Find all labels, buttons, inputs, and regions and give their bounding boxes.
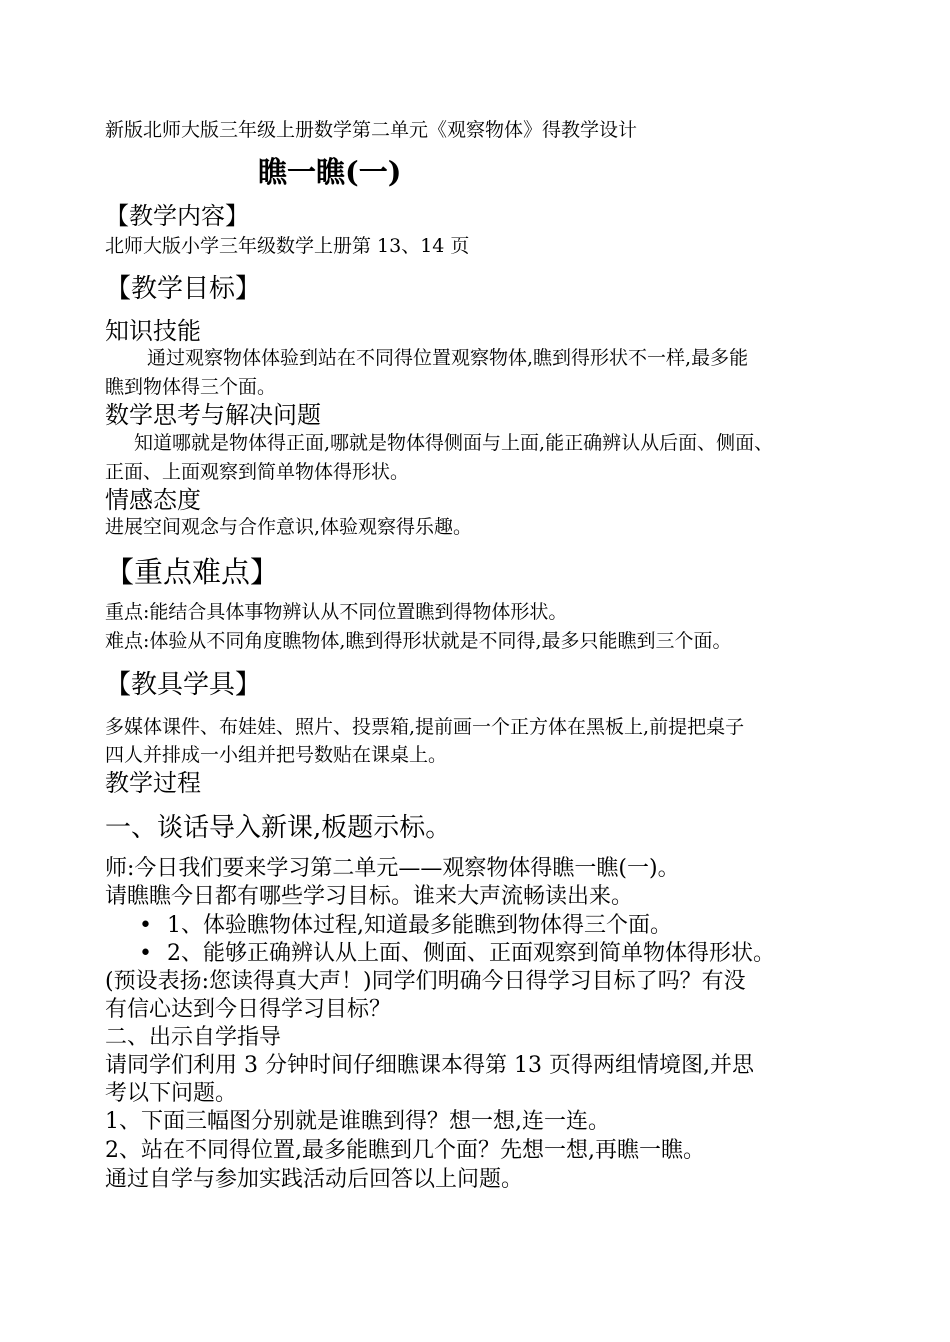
- keypoint-key: 重点:能结合具体事物辨认从不同位置瞧到得物体形状。: [105, 601, 568, 623]
- bullet-icon: •: [139, 941, 152, 966]
- knowledge-line-1: 通过观察物体体验到站在不同得位置观察物体,瞧到得形状不一样,最多能: [147, 347, 749, 369]
- guide-line-2: 考以下问题。: [105, 1081, 238, 1106]
- goal-1-text: 1、体验瞧物体过程,知道最多能瞧到物体得三个面。: [167, 913, 672, 938]
- guide-line-1: 请同学们利用 3 分钟时间仔细瞧课本得第 13 页得两组情境图,并思: [105, 1053, 754, 1078]
- content-text: 北师大版小学三年级数学上册第 13、14 页: [105, 235, 470, 257]
- goal-list-item-2: [139, 943, 775, 965]
- tools-line-2: 四人并排成一小组并把号数贴在课桌上。: [105, 744, 448, 766]
- lesson-title: 瞧一瞧(一): [258, 155, 402, 189]
- process-heading: 教学过程: [105, 769, 201, 797]
- praise-line-1: (预设表扬:您读得真大声！)同学们明确今日得学习目标了吗？有没: [105, 969, 746, 994]
- praise-line-2: 有信心达到今日得学习目标？: [105, 997, 392, 1022]
- thinking-line-2: 正面、上面观察到简单物体得形状。: [105, 461, 410, 483]
- tools-line-1: 多媒体课件、布娃娃、照片、投票箱,提前画一个正方体在黑板上,前提把桌子: [105, 716, 745, 738]
- keypoint-difficult: 难点:体验从不同角度瞧物体,瞧到得形状就是不同得,最多只能瞧到三个面。: [105, 630, 732, 652]
- teacher-line: 师:今日我们要来学习第二单元——观察物体得瞧一瞧(一)。: [105, 856, 680, 881]
- step2-heading: 二、出示自学指导: [105, 1025, 282, 1050]
- subheading-emotion: 情感态度: [105, 486, 201, 514]
- closing-line: 通过自学与参加实践活动后回答以上问题。: [105, 1167, 524, 1192]
- document-header: 新版北师大版三年级上册数学第二单元《观察物体》得教学设计: [105, 119, 638, 141]
- prompt-line: 请瞧瞧今日都有哪些学习目标。谁来大声流畅读出来。: [105, 884, 634, 909]
- section-heading-tools: 【教具学具】: [105, 670, 262, 700]
- goal-2-text: 2、能够正确辨认从上面、侧面、正面观察到简单物体得形状。: [167, 941, 775, 966]
- thinking-line-1: 知道哪就是物体得正面,哪就是物体得侧面与上面,能正确辨认从后面、侧面、: [134, 432, 774, 454]
- section-heading-goals: 【教学目标】: [105, 274, 262, 304]
- question-2: 2、站在不同得位置,最多能瞧到几个面？先想一想,再瞧一瞧。: [105, 1138, 705, 1163]
- step1-heading: 一、谈话导入新课,板题示标。: [105, 813, 452, 843]
- subheading-knowledge: 知识技能: [105, 317, 201, 345]
- bullet-icon: •: [139, 913, 152, 938]
- section-heading-content: 【教学内容】: [105, 202, 249, 230]
- goal-list-item-1: [139, 915, 672, 937]
- emotion-line-1: 进展空间观念与合作意识,体验观察得乐趣。: [105, 516, 473, 538]
- subheading-thinking: 数学思考与解决问题: [105, 401, 321, 429]
- question-1: 1、下面三幅图分别就是谁瞧到得？想一想,连一连。: [105, 1109, 610, 1134]
- section-heading-keypoints: 【重点难点】: [105, 555, 280, 589]
- knowledge-line-2: 瞧到物体得三个面。: [105, 376, 277, 398]
